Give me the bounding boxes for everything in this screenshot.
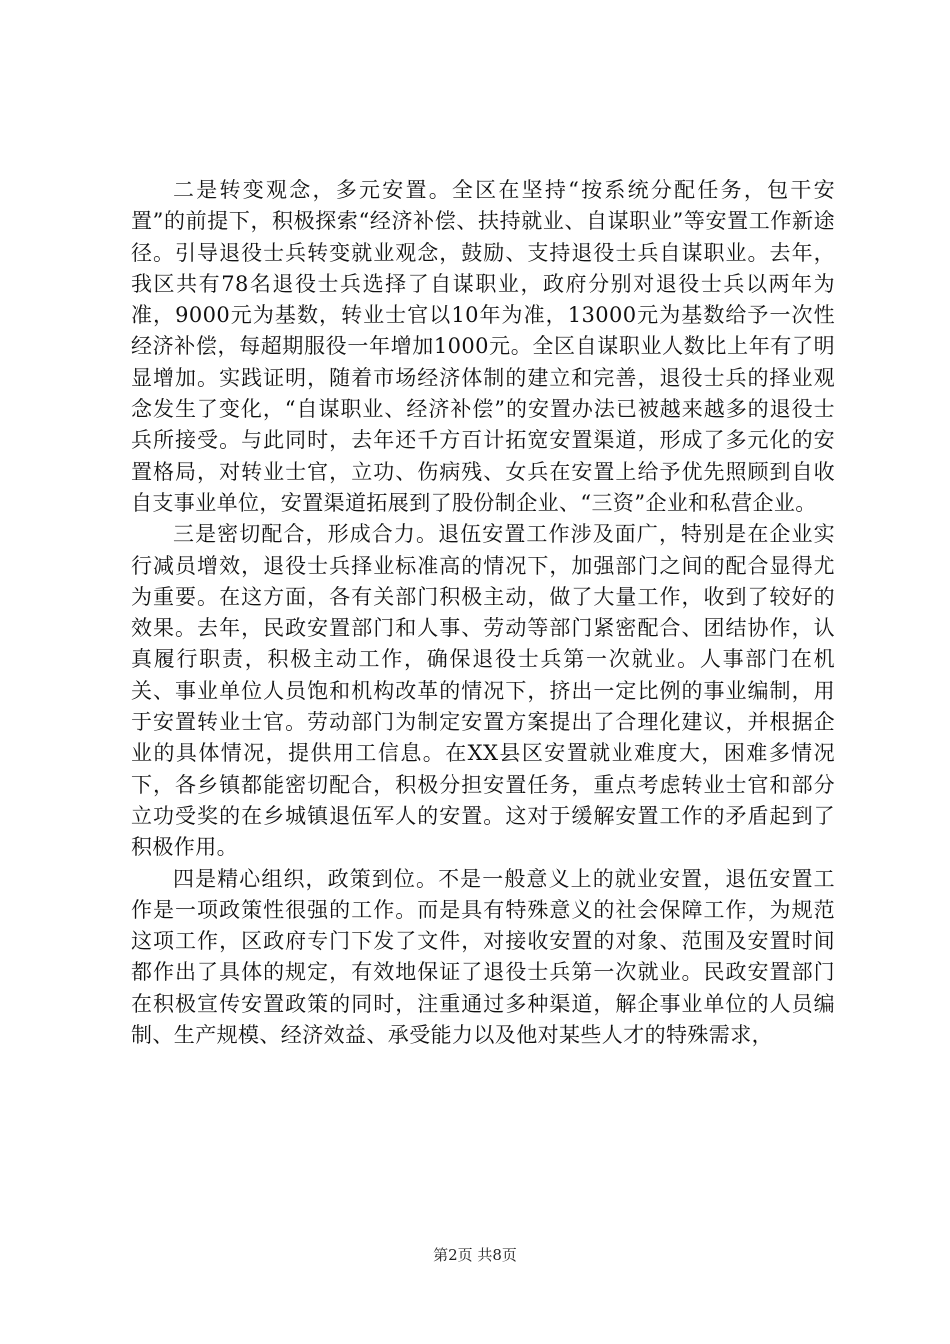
paragraph-3-close-cooperation: 三是密切配合，形成合力。退伍安置工作涉及面广，特别是在企业实行减员增效，退役士兵择业标准高的情况下，加强部门之间的配合显得尤为重要。在这方面，各有关部门积极主动，做了大量工作，收到了较好的效果。去年，民政安置部门和人事、劳动等部门紧密配合、团结协作，认真履行职责，积极主动工作，确保退役士兵第一次就业。人事部门在机关、事业单位人员饱和机构改革的情况下，挤出一定比例的事业编制，用于安置转业士官。劳动部门为制定安置方案提出了合理化建议，并根据企业的具体情况，提供用工信息。在XX县区安置就业难度大，困难多情况下，各乡镇都能密切配合，积极分担安置任务，重点考虑转业士官和部分立功受奖的在乡城镇退伍军人的安置。这对于缓解安置工作的矛盾起到了积极作用。 [131,522,835,860]
body-text [131,175,835,1051]
paragraph-2-transform-concepts: 二是转变观念，多元安置。全区在坚持“按系统分配任务，包干安置”的前提下，积极探索“经济补偿、扶持就业、自谋职业”等安置工作新途径。引导退役士兵转变就业观念，鼓励、支持退役士兵自谋职业。去年，我区共有78名退役士兵选择了自谋职业，政府分别对退役士兵以两年为准，9000元为基数，转业士官以10年为准，13000元为基数给予一次性经济补偿，每超期服役一年增加1000元。全区自谋职业人数比上年有了明显增加。实践证明，随着市场经济体制的建立和完善，退役士兵的择业观念发生了变化，“自谋职业、经济补偿”的安置办法已被越来越多的退役士兵所接受。与此同时，去年还千方百计拓宽安置渠道，形成了多元化的安置格局，对转业士官，立功、伤病残、女兵在安置上给予优先照顾到自收自支事业单位，安置渠道拓展到了股份制企业、“三资”企业和私营企业。 [131,178,835,515]
page-footer: 第2页 共8页 [433,1246,517,1264]
paragraph-4-careful-organization: 四是精心组织，政策到位。不是一般意义上的就业安置，退伍安置工作是一项政策性很强的工作。而是具有特殊意义的社会保障工作，为规范这项工作，区政府专门下发了文件，对接收安置的对象、范围及安置时间都作出了具体的规定，有效地保证了退役士兵第一次就业。民政安置部门在积极宣传安置政策的同时，注重通过多种渠道，解企事业单位的人员编制、生产规模、经济效益、承受能力以及他对某些人才的特殊需求， [131,866,835,1048]
